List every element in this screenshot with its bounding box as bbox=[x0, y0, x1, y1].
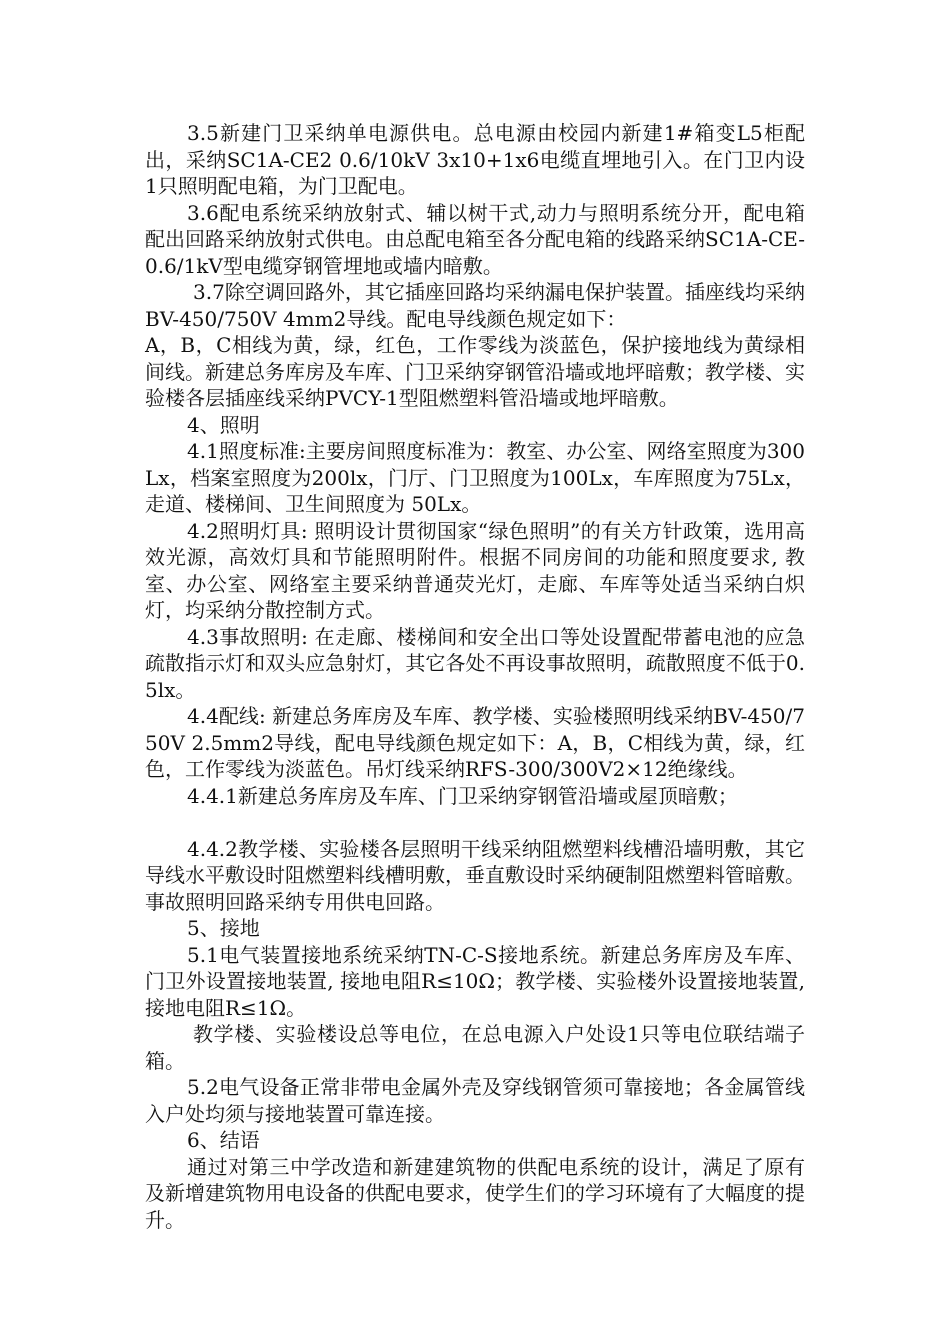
paragraph-4-3: 4.3事故照明: 在走廊、楼梯间和安全出口等处设置配带蓄电池的应急疏散指示灯和双头应急射灯，其它各处不再设事故照明，疏散照度不低于0.5lx。 bbox=[145, 624, 805, 702]
blank-line bbox=[145, 809, 805, 836]
paragraph-4-4-1: 4.4.1新建总务库房及车库、门卫采纳穿钢管沿墙或屋顶暗敷； bbox=[187, 783, 738, 808]
paragraph-5-1: 5.1电气装置接地系统采纳TN-C-S接地系统。新建总务库房及车库、门卫外设置接地装置, 接地电阻R≤10Ω；教学楼、实验楼外设置接地装置, 接地电阻R≤1Ω。 bbox=[145, 942, 805, 1020]
paragraph-3-6: 3.6配电系统采纳放射式、辅以树干式,动力与照明系统分开，配电箱配出回路采纳放射式供电。由总配电箱至各分配电箱的线路采纳SC1A-CE-0.6/1kV型电缆穿钢管埋地或墙内暗敷。 bbox=[145, 200, 805, 278]
heading-grounding: 5、接地 bbox=[187, 916, 260, 940]
paragraph-equipotential: 教学楼、实验楼设总等电位，在总电源入户处设1只等电位联结端子箱。 bbox=[145, 1022, 805, 1073]
paragraph-3-7: 3.7除空调回路外，其它插座回路均采纳漏电保护装置。插座线均采纳BV-450/750V 4mm2导线。配电导线颜色规定如下： bbox=[145, 280, 805, 331]
document-body bbox=[145, 120, 805, 1233]
paragraph-4-2: 4.2照明灯具: 照明设计贯彻国家“绿色照明”的有关方针政策，选用高效光源，高效灯具和节能照明附件。根据不同房间的功能和照度要求, 教室、办公室、网络室主要采纳普通荧光灯，走廊、车库等处适当采纳白炽灯，均采纳分散控制方式。 bbox=[145, 518, 805, 622]
paragraph-4-4: 4.4配线: 新建总务库房及车库、教学楼、实验楼照明线采纳BV-450/750V 2.5mm2导线，配电导线颜色规定如下：A，B，C相线为黄，绿，红色，工作零线为淡蓝色。吊灯线采纳RFS-300/300V2×12绝缘线。 bbox=[145, 704, 805, 781]
paragraph-4-4-2: 4.4.2教学楼、实验楼各层照明干线采纳阻燃塑料线槽沿墙明敷，其它导线水平敷设时阻燃塑料线槽明敷，垂直敷设时采纳硬制阻燃塑料管暗敷。事故照明回路采纳专用供电回路。 bbox=[145, 836, 805, 914]
paragraph-conclusion: 通过对第三中学改造和新建建筑物的供配电系统的设计，满足了原有及新增建筑物用电设备的供配电要求，使学生们的学习环境有了大幅度的提升。 bbox=[145, 1154, 805, 1232]
paragraph-wire-colors: A，B，C相线为黄，绿，红色，工作零线为淡蓝色，保护接地线为黄绿相间线。新建总务库房及车库、门卫采纳穿钢管沿墙或地坪暗敷；教学楼、实验楼各层插座线采纳PVCY-1型阻燃塑料管沿墙或地坪暗敷。 bbox=[145, 333, 805, 410]
heading-conclusion: 6、结语 bbox=[187, 1128, 260, 1152]
paragraph-5-2: 5.2电气设备正常非带电金属外壳及穿线钢管须可靠接地；各金属管线入户处均须与接地装置可靠连接。 bbox=[145, 1075, 805, 1126]
paragraph-4-1: 4.1照度标准:主要房间照度标准为：教室、办公室、网络室照度为300Lx，档案室照度为200lx，门厅、门卫照度为100Lx，车库照度为75Lx，走道、楼梯间、卫生间照度为 50Lx。 bbox=[145, 439, 805, 516]
heading-lighting: 4、照明 bbox=[187, 412, 260, 437]
paragraph-3-5: 3.5新建门卫采纳单电源供电。总电源由校园内新建1#箱变L5柜配出，采纳SC1A-CE2 0.6/10kV 3x10+1x6电缆直埋地引入。在门卫内设1只照明配电箱，为门卫配电。 bbox=[145, 121, 805, 198]
